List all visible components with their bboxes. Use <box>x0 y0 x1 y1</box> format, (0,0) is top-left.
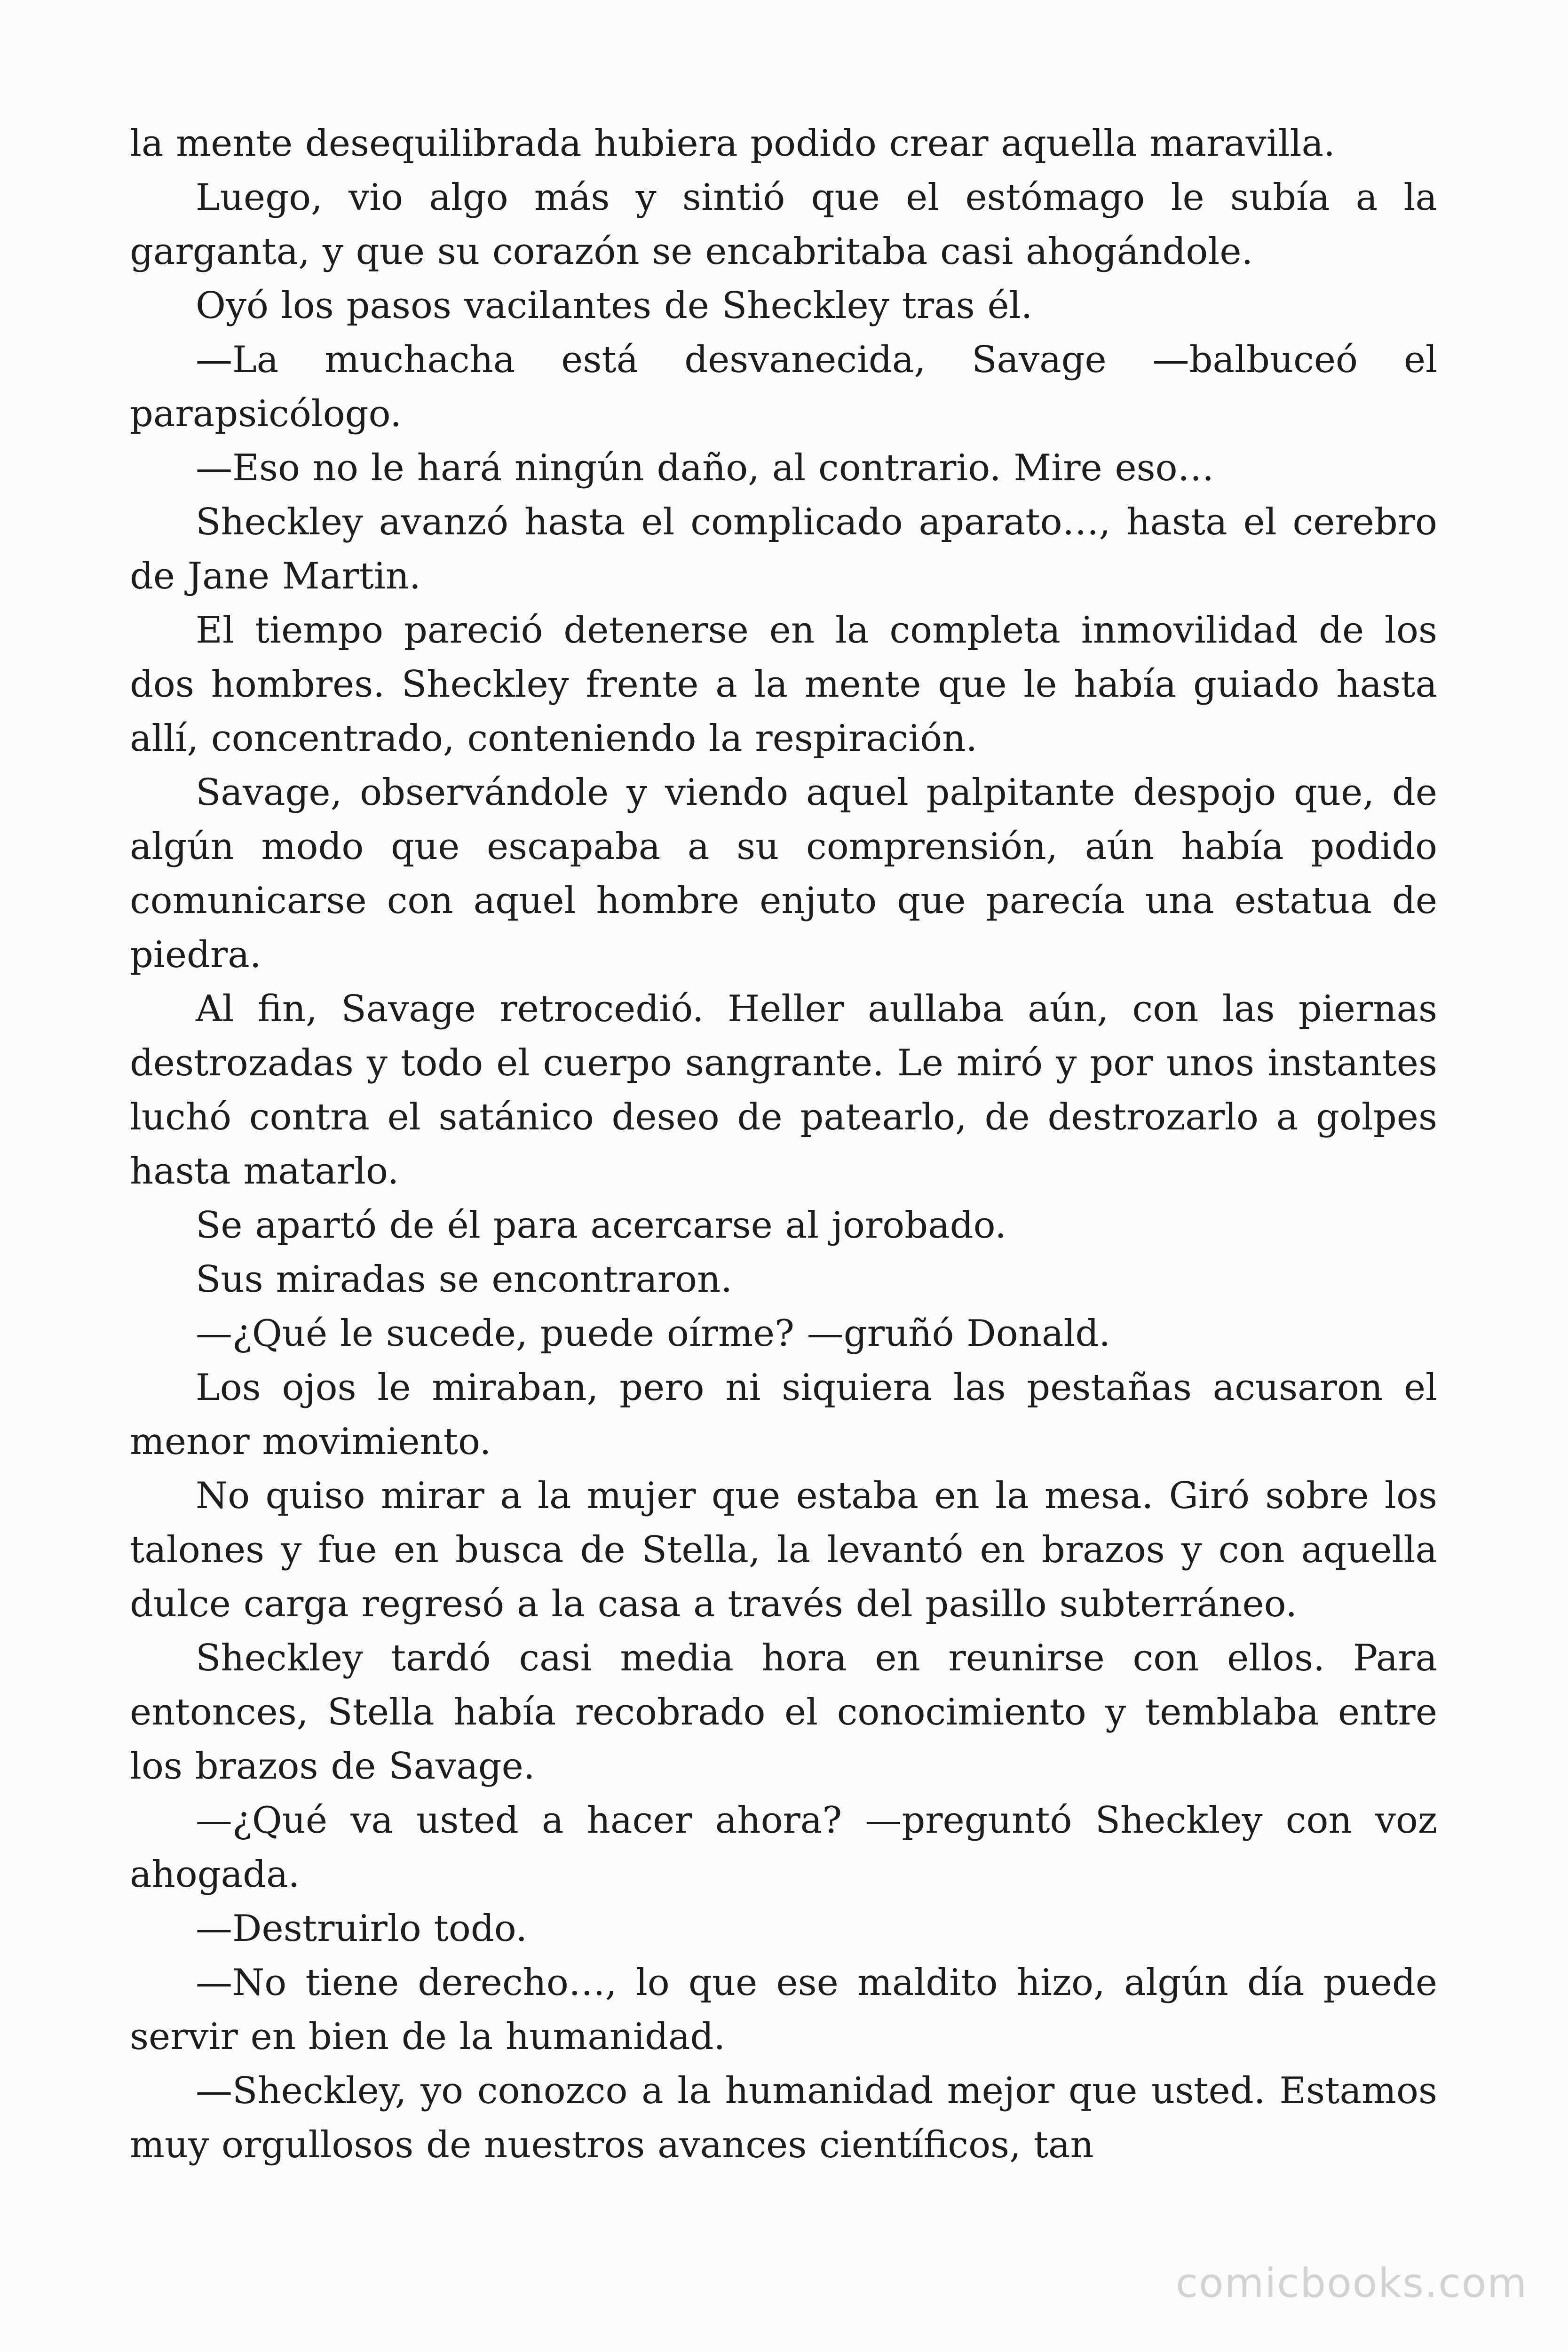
paragraph: Al fin, Savage retrocedió. Heller aullaba aún, con las piernas destrozadas y todo el cuerpo sangrante. Le miró y por unos instantes luchó contra el satánico deseo de patearlo, de destrozarlo a golpes hasta matarlo. <box>130 988 1437 1192</box>
paragraph: Los ojos le miraban, pero ni siquiera las pestañas acusaron el menor movimiento. <box>130 1367 1437 1463</box>
watermark: comicbooks.com <box>1175 2260 1528 2307</box>
paragraph: —¿Qué le sucede, puede oírme? —gruñó Donald. <box>196 1312 1111 1355</box>
paragraph: —Sheckley, yo conozco a la humanidad mejor que usted. Estamos muy orgullosos de nuestros avances científicos, tan <box>130 2070 1437 2166</box>
paragraph: Luego, vio algo más y sintió que el estómago le subía a la garganta, y que su corazón se encabritaba casi ahogándole. <box>130 176 1437 273</box>
page-body <box>130 117 1437 2172</box>
paragraph: —No tiene derecho…, lo que ese maldito hizo, algún día puede servir en bien de la humanidad. <box>130 1962 1437 2058</box>
paragraph: —Eso no le hará ningún daño, al contrario. Mire eso… <box>196 447 1214 489</box>
paragraph: Sheckley tardó casi media hora en reunirse con ellos. Para entonces, Stella había recobrado el conocimiento y temblaba entre los brazos de Savage. <box>130 1637 1437 1788</box>
paragraph: El tiempo pareció detenerse en la completa inmovilidad de los dos hombres. Sheckley frente a la mente que le había guiado hasta allí, concentrado, conteniendo la respiración. <box>130 609 1437 760</box>
paragraph: Savage, observándole y viendo aquel palpitante despojo que, de algún modo que escapaba a su comprensión, aún había podido comunicarse con aquel hombre enjuto que parecía una estatua de piedra. <box>130 771 1437 976</box>
paragraph: Sus miradas se encontraron. <box>196 1258 733 1301</box>
paragraph: Oyó los pasos vacilantes de Sheckley tras él. <box>196 285 1033 327</box>
paragraph: Se apartó de él para acercarse al jorobado. <box>196 1204 1006 1247</box>
paragraph: la mente desequilibrada hubiera podido crear aquella maravilla. <box>130 122 1335 165</box>
paragraph: No quiso mirar a la mujer que estaba en la mesa. Giró sobre los talones y fue en busca de Stella, la levantó en brazos y con aquella dulce carga regresó a la casa a través del pasillo subterráneo. <box>130 1475 1437 1625</box>
paragraph: —Destruirlo todo. <box>196 1907 528 1950</box>
paragraph: —La muchacha está desvanecida, Savage —balbuceó el parapsicólogo. <box>130 339 1437 435</box>
paragraph: Sheckley avanzó hasta el complicado aparato…, hasta el cerebro de Jane Martin. <box>130 501 1437 597</box>
paragraph: —¿Qué va usted a hacer ahora? —preguntó Sheckley con voz ahogada. <box>130 1799 1437 1896</box>
